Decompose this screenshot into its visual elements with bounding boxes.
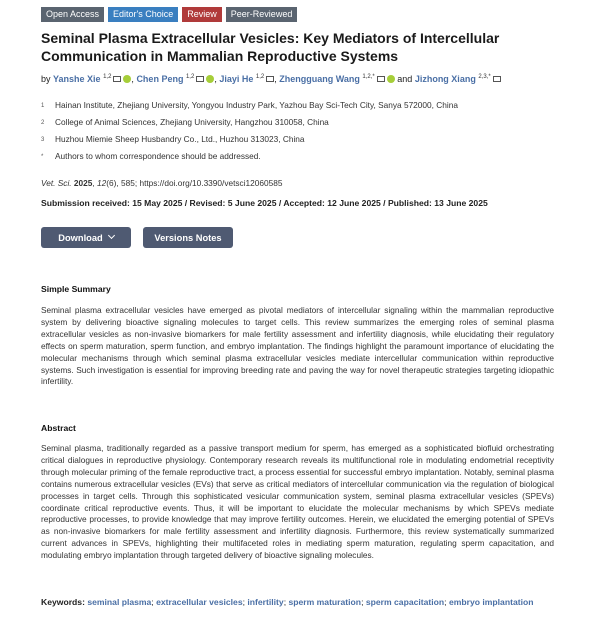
author-affiliation-sup: 1,2,* <box>362 74 375 80</box>
affiliation-item <box>41 97 571 114</box>
keyword-link[interactable]: sperm maturation <box>288 597 362 607</box>
author-link[interactable]: Chen Peng <box>136 74 184 84</box>
download-button[interactable] <box>41 227 131 248</box>
affiliation-number: 2 <box>41 120 45 126</box>
editors-choice-badge[interactable]: Editor's Choice <box>108 7 178 22</box>
keyword-link[interactable]: extracellular vesicles <box>156 597 243 607</box>
author-link[interactable]: Jiayi He <box>219 74 254 84</box>
affiliation-text: Huzhou Miemie Sheep Husbandry Co., Ltd., Huzhou 313023, China <box>55 134 305 144</box>
article-badges <box>41 7 297 22</box>
download-label: Download <box>58 232 103 243</box>
author-link[interactable]: Yanshe Xie <box>53 74 101 84</box>
citation-issue: (6) <box>106 178 117 188</box>
keyword-link[interactable]: embryo implantation <box>448 597 534 607</box>
email-icon[interactable] <box>266 76 274 82</box>
author-affiliation-sup: 1,2 <box>185 74 195 80</box>
article-title: Seminal Plasma Extracellular Vesicles: Key Mediators of Intercellular Communication in Mammalian Reproductive Systems <box>41 30 500 64</box>
affiliation-number: 1 <box>41 103 45 109</box>
simple-summary-text: Seminal plasma extracellular vesicles have emerged as pivotal mediators of intercellular signaling within the mammalian reproductive system by delivering bioactive signaling molecules to target cells. This review summarizes the emerging roles of seminal plasma extracellular vesicles as non-invasive biomarkers for male fertility assessment and infertility diagnosis, while elucidating their regulatory effects on sperm maturation, sperm function, and embryo implantation. The findings highlight the paramount importance of elucidating the molecular mechanisms through which seminal plasma extracellular vesicles mediate intercellular communication within reproductive systems. Such investigation is essential for improving breeding rate and paving the way for novel therapeutic strategies targeting idiopathic infertility. <box>41 305 554 387</box>
affiliation-item <box>41 114 571 131</box>
versions-notes-button[interactable] <box>143 227 233 248</box>
author-list: by Yanshe Xie $^{1,2}$ , Chen Peng $^{1,2}$ , Jiayi He $^{1,2}$ , Zhengguang Wang $^{1,2,*}$ and Jizhong Xiang $^{2,3,*}$ <box>41 71 571 85</box>
affiliation-text: Authors to whom correspondence should be addressed. <box>55 151 261 161</box>
chevron-down-icon <box>108 232 115 239</box>
abstract-text: Seminal plasma, traditionally regarded as a passive transport medium for sperm, has emerged as a sophisticated biofluid orchestrating critical dialogues in reproductive physiology. Contemporary research reveals its multifunctional role in modulating endometrial receptivity through molecular priming of the female reproductive tract, a process essential for successful embryo implantation. Notably, seminal plasma contains numerous extracellular vesicles (EVs) that serve as critical mediators of intercellular communication via the regulation of biological processes in target cells. Through this sophisticated vesicular communication system, seminal plasma extracellular vesicles (SPEVs) coordinate critical reproductive events. Thus, it will be important to elucidate the molecular mechanisms by which SPEVs mediate reproductive processes, to provide knowledge that may improve fertility outcomes. Herein, we elucidated the emerging potential of SPEVs as non-invasive biomarkers for male fertility assessment and infertility diagnosis. Furthermore, this review systematically summarized current advances in SPEVs, highlighting their multifaceted roles in mediating sperm maturation, regulating sperm capacitation, and modulating embryo implantation through targeted delivery of bioactive signaling molecules. <box>41 443 554 561</box>
affiliation-list <box>41 97 571 165</box>
keywords-label: Keywords: <box>41 597 85 607</box>
peer-reviewed-badge[interactable]: Peer-Reviewed <box>226 7 298 22</box>
orcid-icon[interactable] <box>206 75 214 83</box>
journal-name: Vet. Sci. <box>41 178 72 188</box>
abstract-heading: Abstract <box>41 423 76 433</box>
keywords-line: Keywords: seminal plasma; extracellular vesicles; infertility; sperm maturation; sperm capacitation; embryo implantation <box>41 597 534 607</box>
email-icon[interactable] <box>377 76 385 82</box>
open-access-badge[interactable]: Open Access <box>41 7 104 22</box>
email-icon[interactable] <box>196 76 204 82</box>
review-badge[interactable]: Review <box>182 7 222 22</box>
email-icon[interactable] <box>113 76 121 82</box>
simple-summary-heading: Simple Summary <box>41 284 111 294</box>
orcid-icon[interactable] <box>387 75 395 83</box>
orcid-icon[interactable] <box>123 75 131 83</box>
email-icon[interactable] <box>493 76 501 82</box>
citation-pages: , 585; <box>116 178 140 188</box>
doi-link[interactable]: https://doi.org/10.3390/vetsci12060585 <box>139 178 283 188</box>
affiliation-item <box>41 148 571 165</box>
author-affiliation-sup: 1,2 <box>255 74 265 80</box>
author-affiliation-sup: 2,3,* <box>478 74 491 80</box>
author-link[interactable]: Zhengguang Wang <box>279 74 360 84</box>
affiliation-number: * <box>41 154 44 160</box>
by-label: by <box>41 74 51 84</box>
author-affiliation-sup: 1,2 <box>103 74 112 80</box>
keyword-link[interactable]: infertility <box>247 597 284 607</box>
and-label: and <box>397 74 413 84</box>
citation-year: 2025 <box>73 178 93 188</box>
publication-dates: Submission received: 15 May 2025 / Revised: 5 June 2025 / Accepted: 12 June 2025 / Published: 13 June 2025 <box>41 198 488 208</box>
affiliation-number: 3 <box>41 137 45 143</box>
affiliation-item <box>41 131 571 148</box>
citation-volume: 12 <box>97 178 107 188</box>
keyword-link[interactable]: sperm capacitation <box>365 597 445 607</box>
affiliation-text: Hainan Institute, Zhejiang University, Yongyou Industry Park, Yazhou Bay Sci-Tech City, Sanya 572000, China <box>55 100 458 110</box>
keyword-link[interactable]: seminal plasma <box>87 597 152 607</box>
author-link[interactable]: Jizhong Xiang <box>414 74 476 84</box>
versions-notes-label: Versions Notes <box>154 232 222 243</box>
citation-line: Vet. Sci. 2025, 12(6), 585; https://doi.org/10.3390/vetsci12060585 <box>41 178 283 188</box>
affiliation-text: College of Animal Sciences, Zhejiang University, Hangzhou 310058, China <box>55 117 329 127</box>
